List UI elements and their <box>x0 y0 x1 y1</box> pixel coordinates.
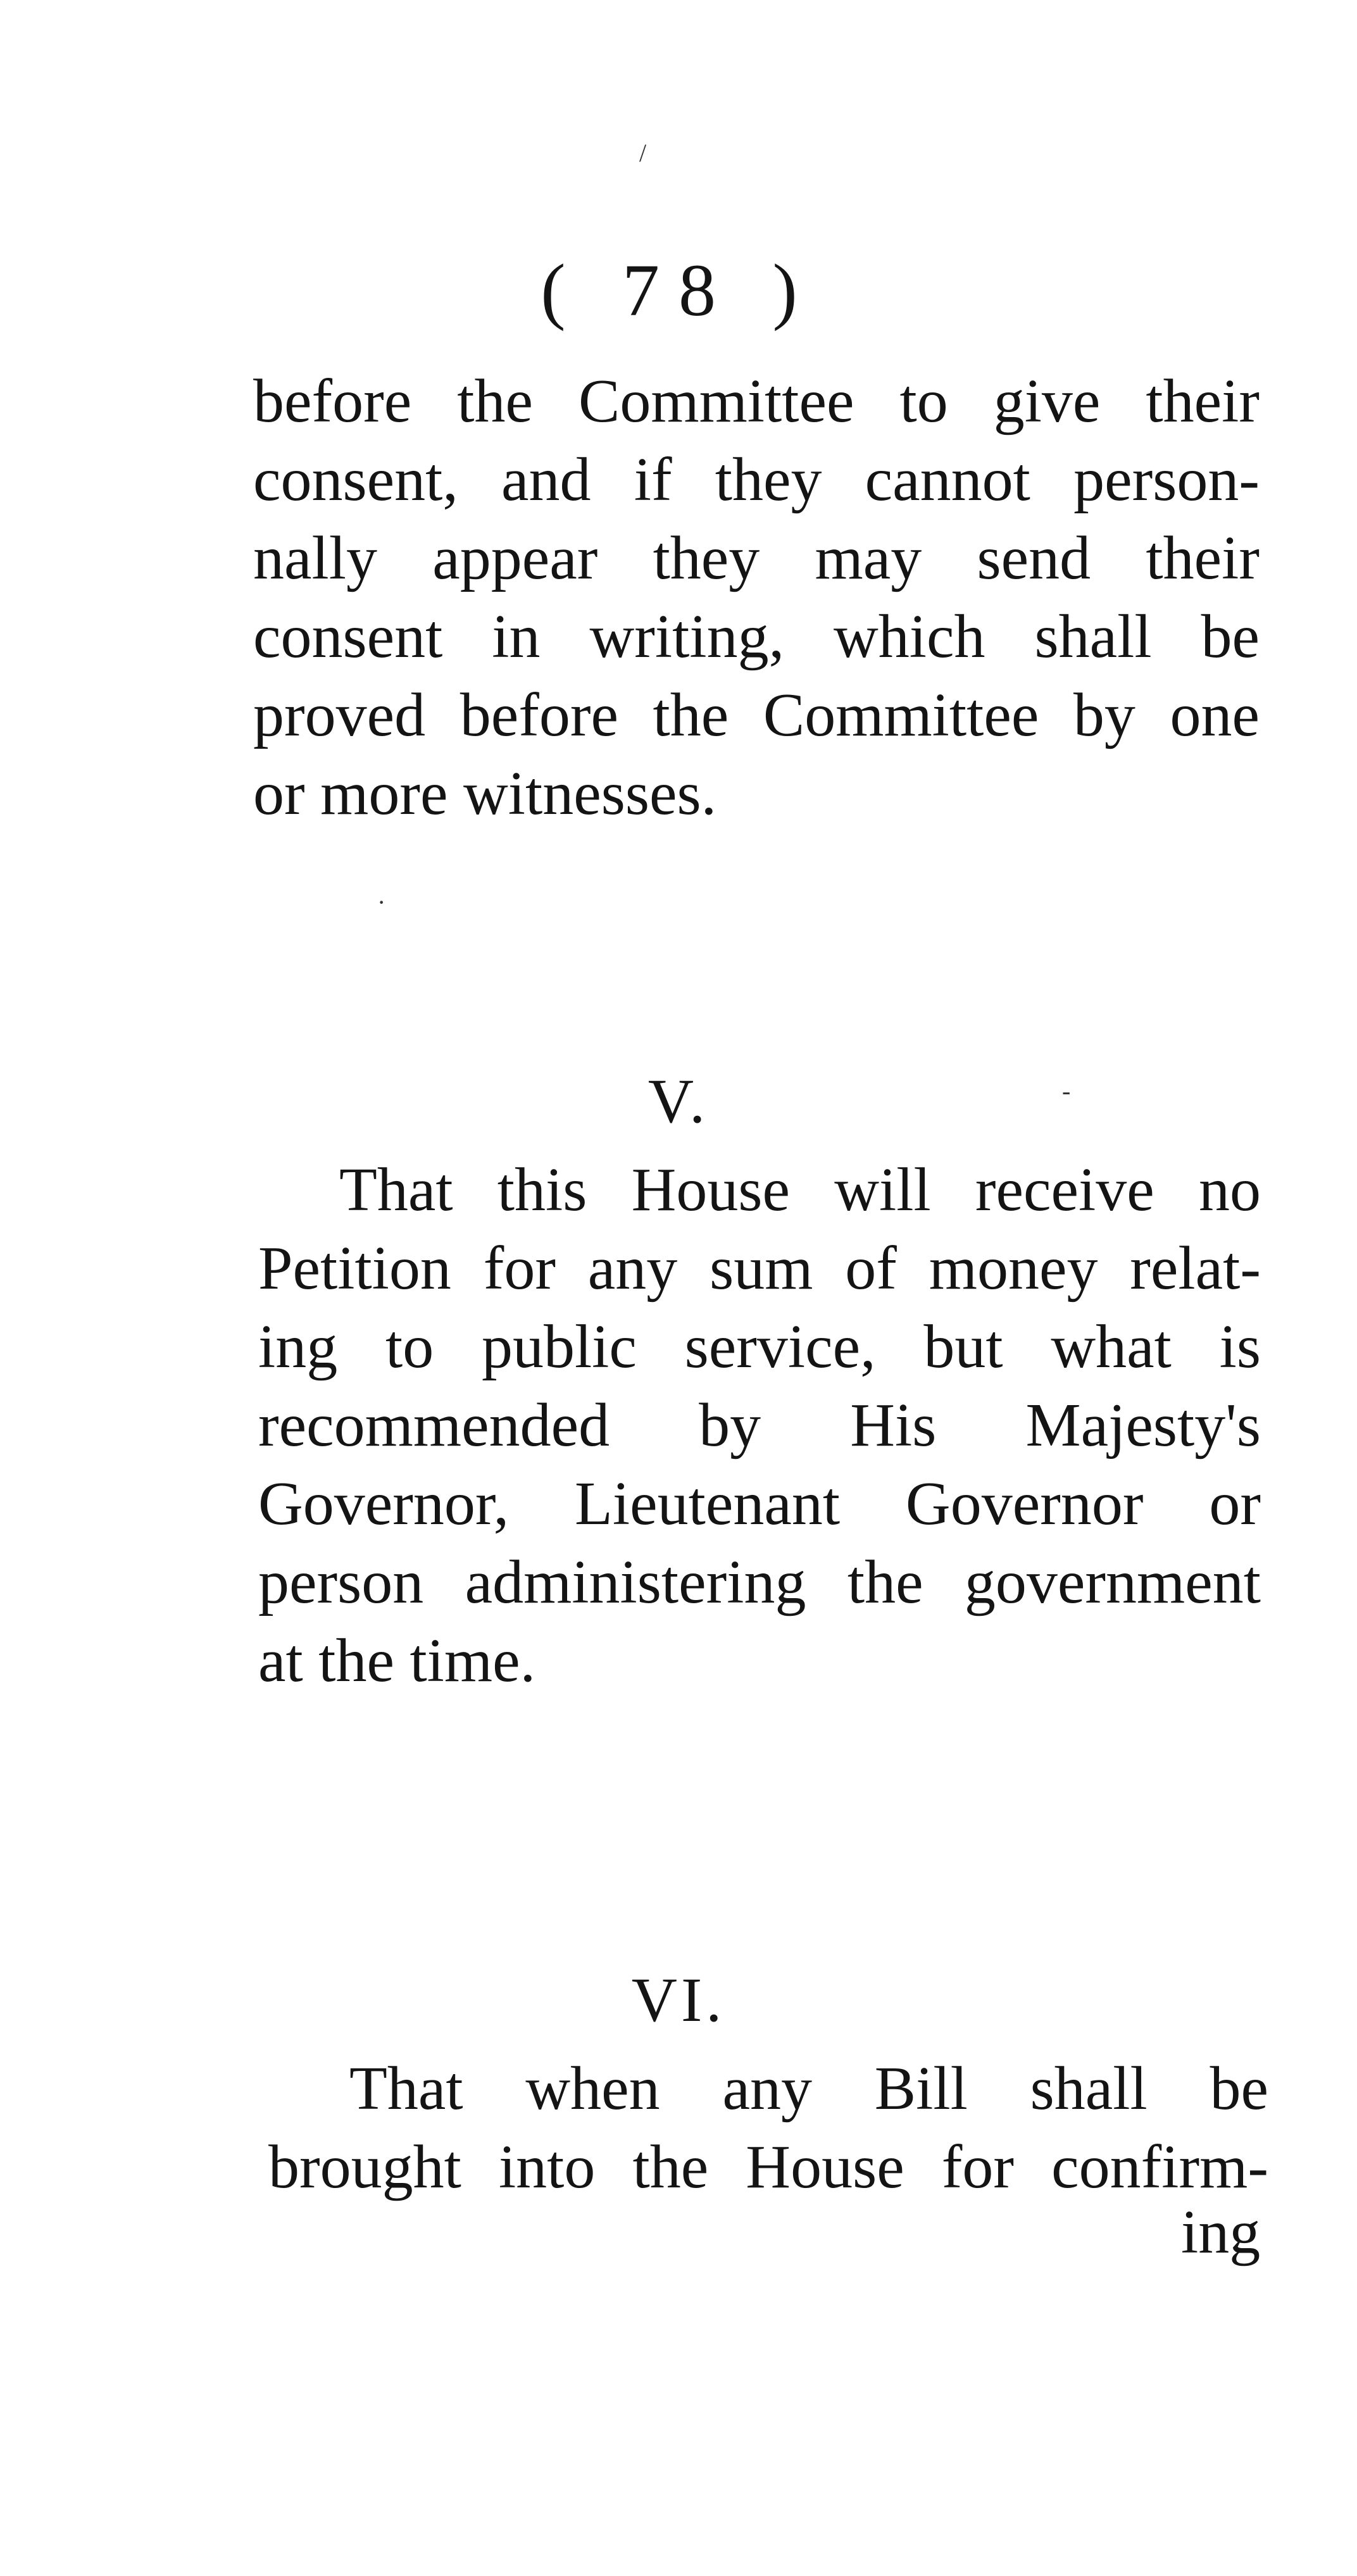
text-line: or more witnesses. <box>253 760 717 828</box>
text-line: at the time. <box>258 1627 536 1695</box>
text-line: That when any Bill shall be <box>349 2054 1268 2123</box>
text-line: nally appear they may send their <box>253 524 1260 592</box>
resolution-v-text <box>258 1151 1261 1700</box>
text-line: That this House will receive no <box>339 1156 1261 1224</box>
text-line: Petition for any sum of money relat- <box>258 1234 1261 1303</box>
text-line: recommended by His Majesty's <box>258 1391 1261 1460</box>
text-line: proved before the Committee by one <box>253 681 1260 749</box>
text-line: consent in writing, which shall be <box>253 603 1260 671</box>
text-line: ing to public service, but what is <box>258 1313 1261 1381</box>
section-heading-vi: VI. <box>631 1965 726 2035</box>
page-number: ( 78 ) <box>541 249 816 332</box>
resolution-vi-text <box>268 2049 1268 2206</box>
text-line: Governor, Lieutenant Governor or <box>258 1470 1261 1538</box>
text-line: person administering the government <box>258 1548 1261 1616</box>
catchword: ing <box>1181 2198 1261 2267</box>
stray-mark-dash: - <box>1062 1077 1071 1105</box>
text-line: before the Committee to give their <box>253 367 1260 435</box>
stray-mark-top: / <box>639 139 647 167</box>
section-heading-v: V. <box>647 1066 710 1136</box>
text-line: consent, and if they cannot person- <box>253 446 1260 514</box>
text-line: brought into the House for confirm- <box>268 2133 1268 2201</box>
paragraph-continuation <box>253 362 1260 833</box>
stray-mark-dot: · <box>377 888 386 916</box>
